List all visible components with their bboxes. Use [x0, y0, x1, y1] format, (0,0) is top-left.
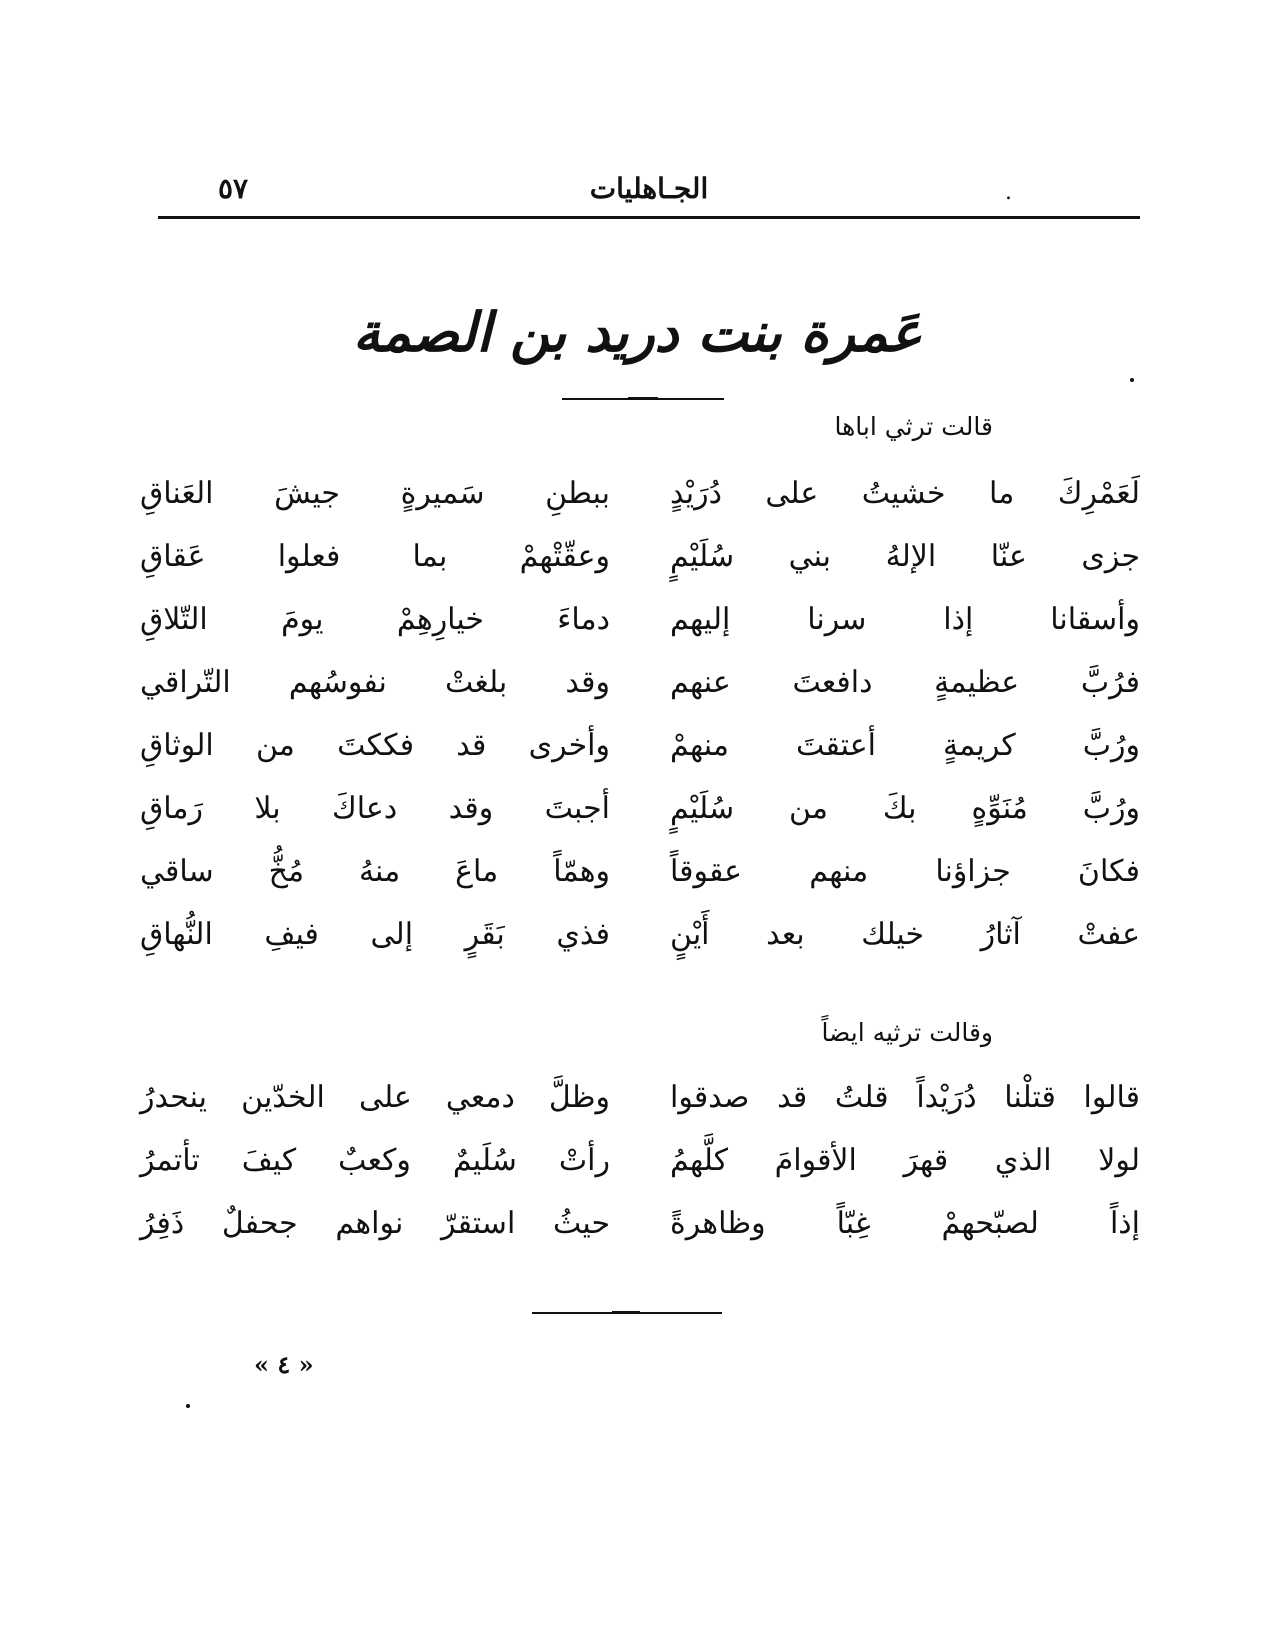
verse-first-hemistich: لولا الذي قهرَ الأقوامَ كلَّهمُ: [670, 1143, 1140, 1178]
verse-row: [140, 1200, 1140, 1263]
stray-dot: [1130, 378, 1134, 382]
verse-row: [140, 659, 1140, 722]
verse-first-hemistich: قالوا قتلْنا دُرَيْداً قلتُ قد صدقوا: [670, 1080, 1140, 1115]
verse-first-hemistich: ورُبَّ كريمةٍ أعتقتَ منهمْ: [670, 728, 1140, 763]
header-dot: .: [1005, 180, 1012, 205]
verse-row: [140, 1137, 1140, 1200]
verse-row: [140, 470, 1140, 533]
verse-block-2: [140, 1074, 1140, 1263]
verse-first-hemistich: إذاً لصبّحهمْ غِبّاً وظاهرةً: [670, 1206, 1140, 1241]
verse-first-hemistich: لَعَمْرِكَ ما خشيتُ على دُرَيْدٍ: [670, 476, 1140, 511]
verse-first-hemistich: جزى عنّا الإلهُ بني سُلَيْمٍ: [670, 539, 1140, 574]
verse-row: [140, 848, 1140, 911]
verse-first-hemistich: فكانَ جزاؤنا منهم عقوقاً: [670, 854, 1140, 889]
title-divider: [562, 398, 724, 400]
header-page-number: ٥٧: [218, 172, 249, 205]
verse-second-hemistich: وهمّاً ماعَ منهُ مُخُّ ساقي: [140, 854, 610, 889]
verse-first-hemistich: وأسقانا إذا سرنا إليهم: [670, 602, 1140, 637]
verse-second-hemistich: وأخرى قد فككتَ من الوثاقِ: [140, 728, 610, 763]
closing-divider: [532, 1312, 722, 1314]
running-header: [158, 172, 1140, 208]
verse-row: [140, 785, 1140, 848]
verse-row: [140, 533, 1140, 596]
verse-second-hemistich: دماءَ خيارِهِمْ يومَ التّلاقِ: [140, 602, 610, 637]
verse-first-hemistich: ورُبَّ مُنَوِّهٍ بكَ من سُلَيْمٍ: [670, 791, 1140, 826]
footer-signature: « ٤ »: [254, 1350, 314, 1379]
verse-second-hemistich: ببطنِ سَميرةٍ جيشَ العَناقِ: [140, 476, 610, 511]
verse-block-1: [140, 470, 1140, 974]
verse-first-hemistich: فرُبَّ عظيمةٍ دافعتَ عنهم: [670, 665, 1140, 700]
header-title: الجـاهليات: [589, 172, 709, 205]
verse-second-hemistich: وقد بلغتْ نفوسُهم التّراقي: [140, 665, 610, 700]
header-rule: [158, 216, 1140, 219]
poem-title: عَمرة بنت دريد بن الصمة: [352, 300, 923, 364]
section-heading-1: قالت ترثي اباها: [834, 412, 993, 441]
verse-row: [140, 911, 1140, 974]
verse-second-hemistich: وعقّتْهمْ بما فعلوا عَقاقِ: [140, 539, 610, 574]
verse-second-hemistich: أجبتَ وقد دعاكَ بلا رَماقِ: [140, 791, 610, 826]
verse-row: [140, 596, 1140, 659]
verse-second-hemistich: حيثُ استقرّ نواهم جحفلٌ ذَفِرُ: [140, 1206, 610, 1241]
verse-second-hemistich: وظلَّ دمعي على الخدّين ينحدرُ: [140, 1080, 610, 1115]
verse-first-hemistich: عفتْ آثارُ خيلك بعد أَيْنٍ: [670, 917, 1140, 952]
verse-row: [140, 1074, 1140, 1137]
section-heading-2: وقالت ترثيه ايضاً: [821, 1018, 993, 1047]
verse-second-hemistich: رأتْ سُلَيمٌ وكعبٌ كيفَ تأتمرُ: [140, 1143, 610, 1178]
stray-dot: [186, 1404, 190, 1408]
verse-row: [140, 722, 1140, 785]
verse-second-hemistich: فذي بَقَرٍ إلى فيفِ النُّهاقِ: [140, 917, 610, 952]
